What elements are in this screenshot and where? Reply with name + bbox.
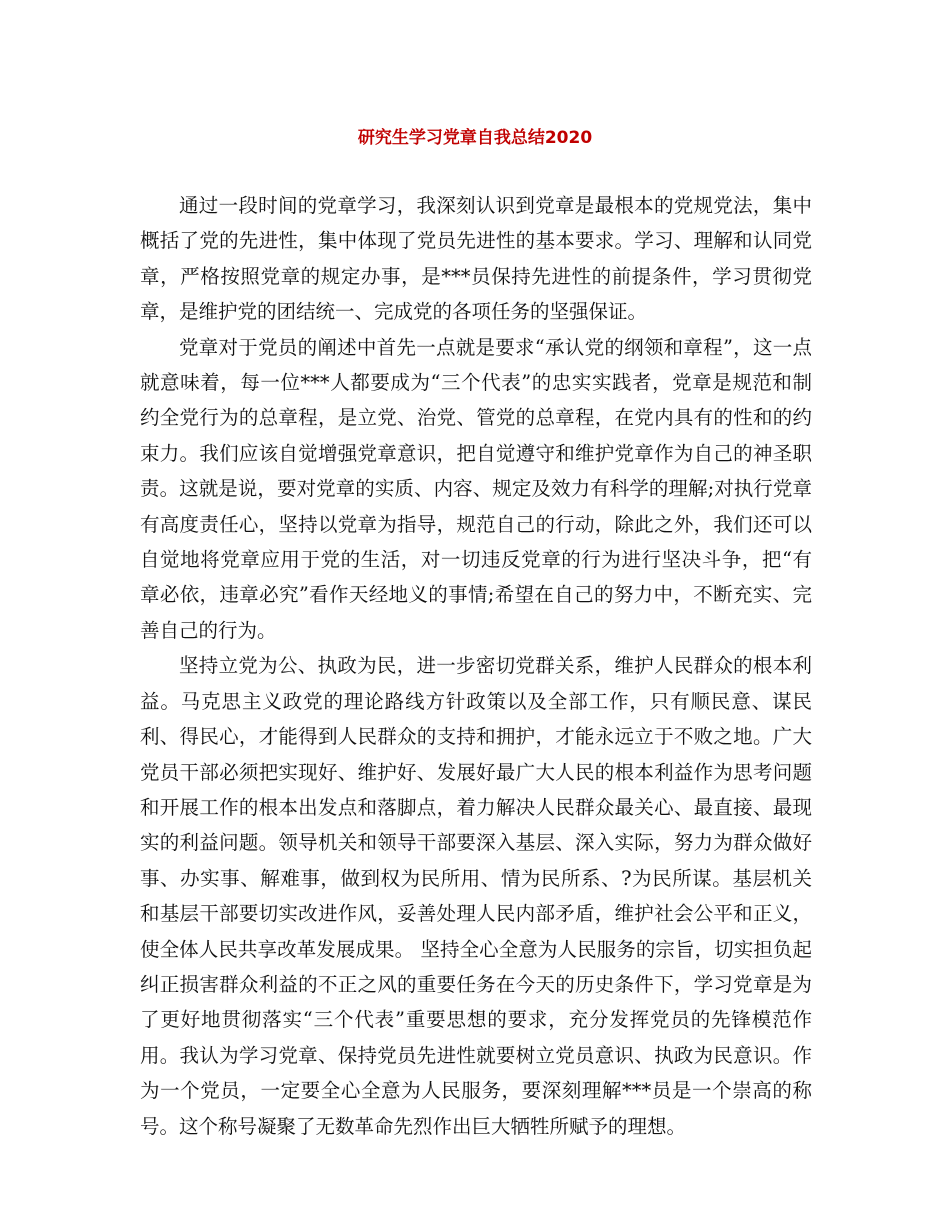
paragraph-3: 坚持立党为公、执政为民，进一步密切党群关系，维护人民群众的根本利益。马克思主义政党的理论路线方针政策以及全部工作，只有顺民意、谋民利、得民心，才能得到人民群众的支持和拥护，才能永远立于不败之地。广大党员干部必须把实现好、维护好、发展好最广大人民的根本利益作为思考问题和开展工作的根本出发点和落脚点，着力解决人民群众最关心、最直接、最现实的利益问题。领导机关和领导干部要深入基层、深入实际，努力为群众做好事、办实事、解难事，做到权为民所用、情为民所系、?为民所谋。基层机关和基层干部要切实改进作风，妥善处理人民内部矛盾，维护社会公平和正义，使全体人民共享改革发展成果。 坚持全心全意为人民服务的宗旨，切实担负起纠正损害群众利益的不正之风的重要任务在今天的历史条件下，学习党章是为了更好地贯彻落实“三个代表”重要思想的要求，充分发挥党员的先锋模范作用。我认为学习党章、保持党员先进性就要树立党员意识、执政为民意识。作为一个党员，一定要全心全意为人民服务，要深刻理解***员是一个崇高的称号。这个称号凝聚了无数革命先烈作出巨大牺牲所赋予的理想。 <box>140 654 812 1138</box>
paragraph-2: 党章对于党员的阐述中首先一点就是要求“承认党的纲领和章程”，这一点就意味着，每一位***人都要成为“三个代表”的忠实实践者，党章是规范和制约全党行为的总章程，是立党、治党、管党的总章程，在党内具有的性和的约束力。我们应该自觉增强党章意识，把自觉遵守和维护党章作为自己的神圣职责。这就是说，要对党章的实质、内容、规定及效力有科学的理解;对执行党章有高度责任心，坚持以党章为指导，规范自己的行动，除此之外，我们还可以自觉地将党章应用于党的生活，对一切违反党章的行为进行坚决斗争，把“有章必依，违章必究”看作天经地义的事情;希望在自己的努力中，不断充实、完善自己的行为。 <box>140 335 812 642</box>
document-body <box>140 188 812 1144</box>
document-title: 研究生学习党章自我总结2020 <box>357 128 593 148</box>
paragraph-1: 通过一段时间的党章学习，我深刻认识到党章是最根本的党规党法，集中概括了党的先进性，集中体现了党员先进性的基本要求。学习、理解和认同党章，严格按照党章的规定办事，是***员保持先进性的前提条件，学习贯彻党章，是维护党的团结统一、完成党的各项任务的坚强保证。 <box>140 194 812 324</box>
